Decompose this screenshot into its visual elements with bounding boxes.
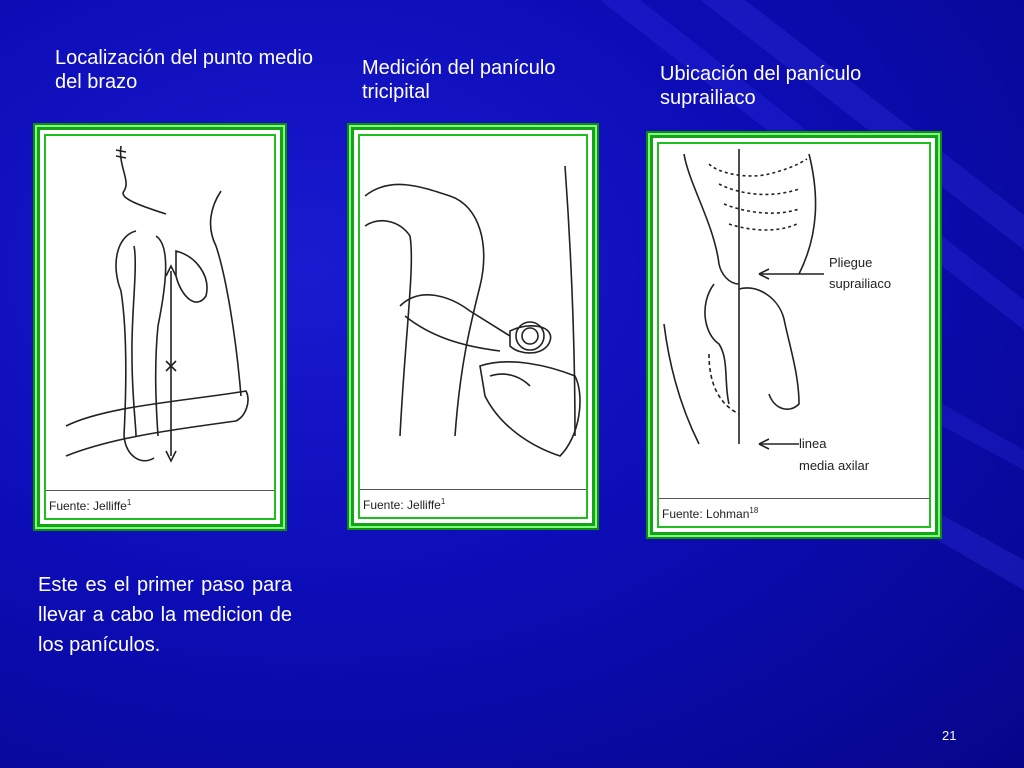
source-label: Fuente: Lohman [662,507,750,521]
source-ref: 18 [749,506,759,515]
arm-illustration [46,136,274,490]
body-paragraph: Este es el primer paso para llevar a cabo la medicion de los panículos. [38,574,292,656]
label-axillary-line1: linea [799,436,827,451]
suprailiac-illustration [659,144,929,498]
label-fold-line2: suprailiaco [829,276,892,291]
page-number: 21 [942,728,957,743]
caption-triceps-fold: Medición del panículo tricipital [362,57,556,103]
label-axillary-line2: media axilar [799,458,870,473]
figure-source [46,490,274,518]
figure-suprailiac-fold [650,135,938,535]
figure-inner [358,134,588,519]
figure-inner [44,134,276,520]
source-label: Fuente: Jelliffe [363,498,441,512]
figure-source [360,489,586,517]
caption-arm-midpoint: Localización del punto medio del brazo [55,47,313,93]
caliper-illustration [360,136,586,490]
label-fold-line1: Pliegue [829,255,873,270]
figure-arm-midpoint [37,127,283,527]
figure-triceps-fold [351,127,595,526]
caption-suprailiac-fold: Ubicación del panículo suprailiaco [660,63,862,109]
source-ref: 1 [440,497,446,506]
figure-source [659,498,929,526]
source-ref: 1 [126,498,132,507]
figure-inner [657,142,931,528]
source-label: Fuente: Jelliffe [49,499,127,513]
